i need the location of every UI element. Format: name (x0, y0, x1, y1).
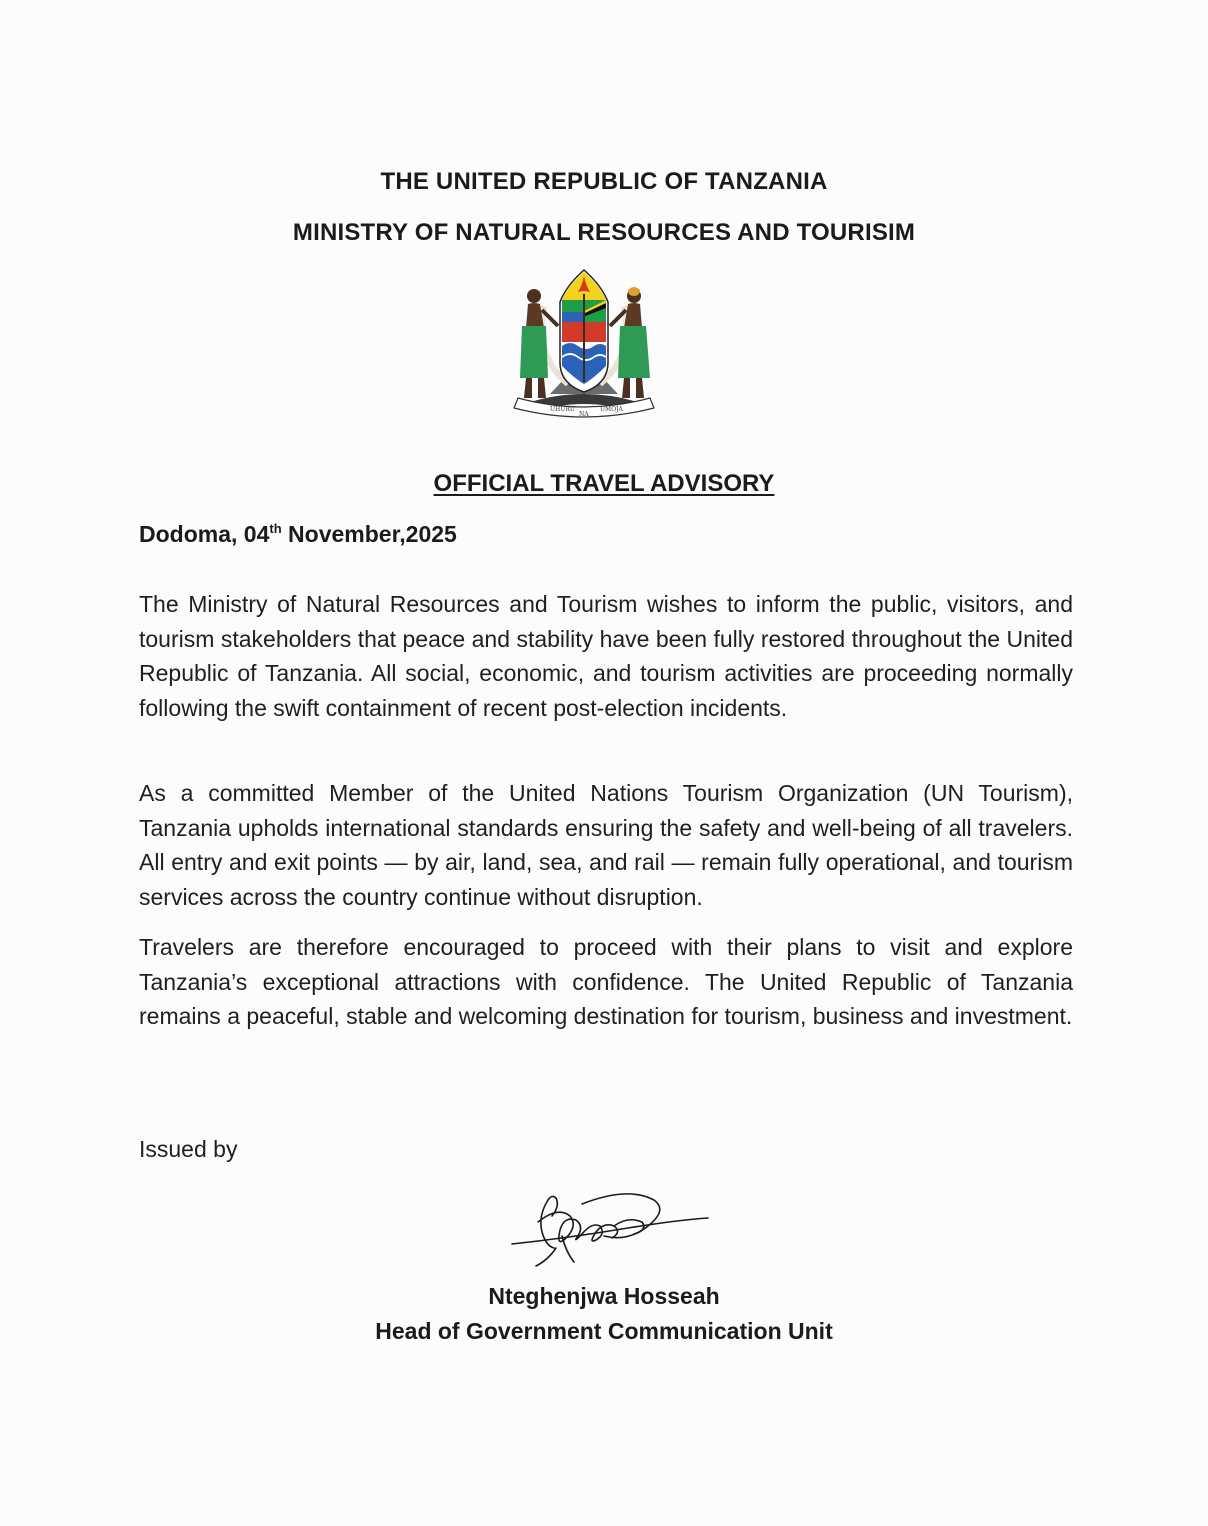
dateline-rest: November,2025 (281, 521, 457, 547)
dateline (139, 521, 457, 548)
motto-right-text: UMOJA (600, 406, 623, 413)
ministry-heading: MINISTRY OF NATURAL RESOURCES AND TOURISIM (292, 219, 916, 246)
paragraph-1: The Ministry of Natural Resources and Tourism wishes to inform the public, visitors, and tourism stakeholders that peace and stability have been fully restored throughout the United Republic of Tanzania. All social, economic, and tourism activities are proceeding normally following the swift containment of recent post-election incidents. (139, 591, 1073, 721)
signatory-title: Head of Government Communication Unit (375, 1318, 833, 1344)
document-title: OFFICIAL TRAVEL ADVISORY (433, 470, 775, 497)
paragraph-3: Travelers are therefore encouraged to proceed with their plans to visit and explore Tanzania’s exceptional attractions with confidence. The United Republic of Tanzania remains a peaceful, stable and welcoming destination for tourism, business and investment. (139, 934, 1073, 1030)
dateline-place: Dodoma, 04 (139, 521, 270, 547)
tanzania-coat-of-arms-icon (504, 266, 664, 426)
paragraph-2: As a committed Member of the United Nations Tourism Organization (UN Tourism), Tanzania upholds international standards ensuring the safety and well-being of all travelers. All entry and exit points — by air, land, sea, and rail — remain fully operational, and tourism services across the country continue without disruption. (139, 780, 1073, 910)
country-heading: THE UNITED REPUBLIC OF TANZANIA (380, 168, 828, 195)
motto-left-text: UHURU (550, 406, 575, 413)
issued-by-label: Issued by (139, 1136, 238, 1162)
dateline-ordinal: th (269, 521, 282, 536)
handwritten-signature-icon (508, 1186, 714, 1276)
motto-center-text: NA (579, 411, 589, 418)
signatory-name: Nteghenjwa Hosseah (488, 1283, 720, 1309)
